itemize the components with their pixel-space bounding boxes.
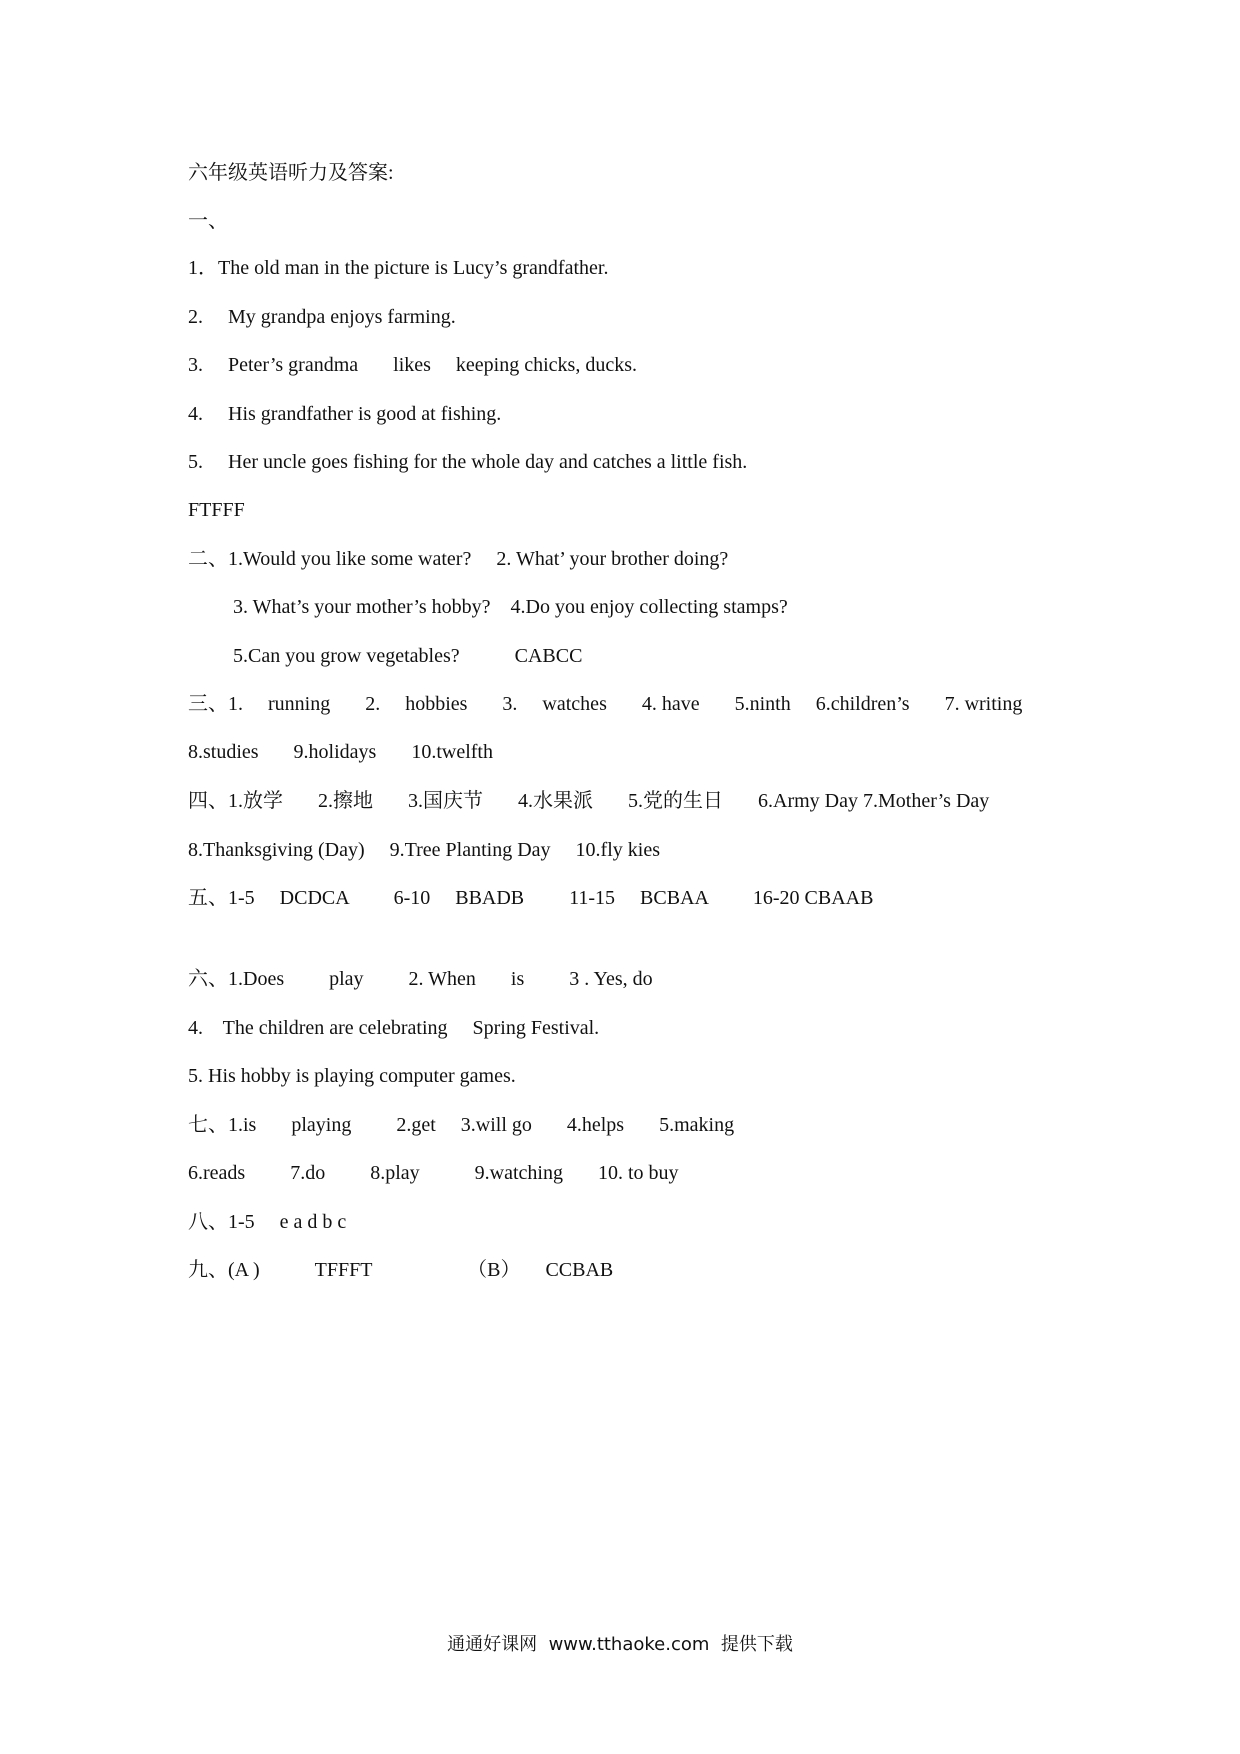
section-1-item-4: 4. His grandfather is good at fishing.: [188, 403, 502, 425]
section-2-line-1: 二、1.Would you like some water? 2. What’ your brother doing?: [188, 548, 729, 570]
section-3-line-2: 8.studies 9.holidays 10.twelfth: [188, 741, 493, 763]
section-6-line-1: 六、1.Does play 2. When is 3 . Yes, do: [188, 968, 653, 990]
page-title: 六年级英语听力及答案:: [188, 162, 394, 184]
section-2-line-2: 3. What’s your mother’s hobby? 4.Do you enjoy collecting stamps?: [233, 596, 788, 618]
section-5-line-1: 五、1-5 DCDCA 6-10 BBADB 11-15 BCBAA 16-20 CBAAB: [188, 887, 874, 909]
section-9-line-1: 九、(A ) TFFFT （B） CCBAB: [188, 1259, 614, 1281]
section-7-line-1: 七、1.is playing 2.get 3.will go 4.helps 5.making: [188, 1114, 735, 1136]
section-8-line-1: 八、1-5 e a d b c: [188, 1211, 347, 1233]
section-6-line-3: 5. His hobby is playing computer games.: [188, 1065, 516, 1087]
section-1-item-3: 3. Peter’s grandma likes keeping chicks, ducks.: [188, 354, 637, 376]
section-4-line-2: 8.Thanksgiving (Day) 9.Tree Planting Day 10.fly kies: [188, 839, 660, 861]
section-6-line-2: 4. The children are celebrating Spring Festival.: [188, 1017, 600, 1039]
section-7-line-2: 6.reads 7.do 8.play 9.watching 10. to buy: [188, 1162, 679, 1184]
section-1-label: 一、: [188, 210, 228, 232]
section-1-item-2: 2. My grandpa enjoys farming.: [188, 306, 456, 328]
section-1-answer: FTFFF: [188, 499, 245, 521]
section-1-item-1: 1．The old man in the picture is Lucy’s grandfather.: [188, 257, 609, 279]
section-3-line-1: 三、1. running 2. hobbies 3. watches 4. have 5.ninth 6.children’s 7. writing: [188, 693, 1023, 715]
section-2-line-3: 5.Can you grow vegetables? CABCC: [233, 645, 583, 667]
section-4-line-1: 四、1.放学 2.擦地 3.国庆节 4.水果派 5.党的生日 6.Army Day 7.Mother’s Day: [188, 790, 990, 812]
footer-source: 通通好课网 www.tthaoke.com 提供下载: [447, 1634, 793, 1655]
section-1-item-5: 5. Her uncle goes fishing for the whole day and catches a little fish.: [188, 451, 748, 473]
